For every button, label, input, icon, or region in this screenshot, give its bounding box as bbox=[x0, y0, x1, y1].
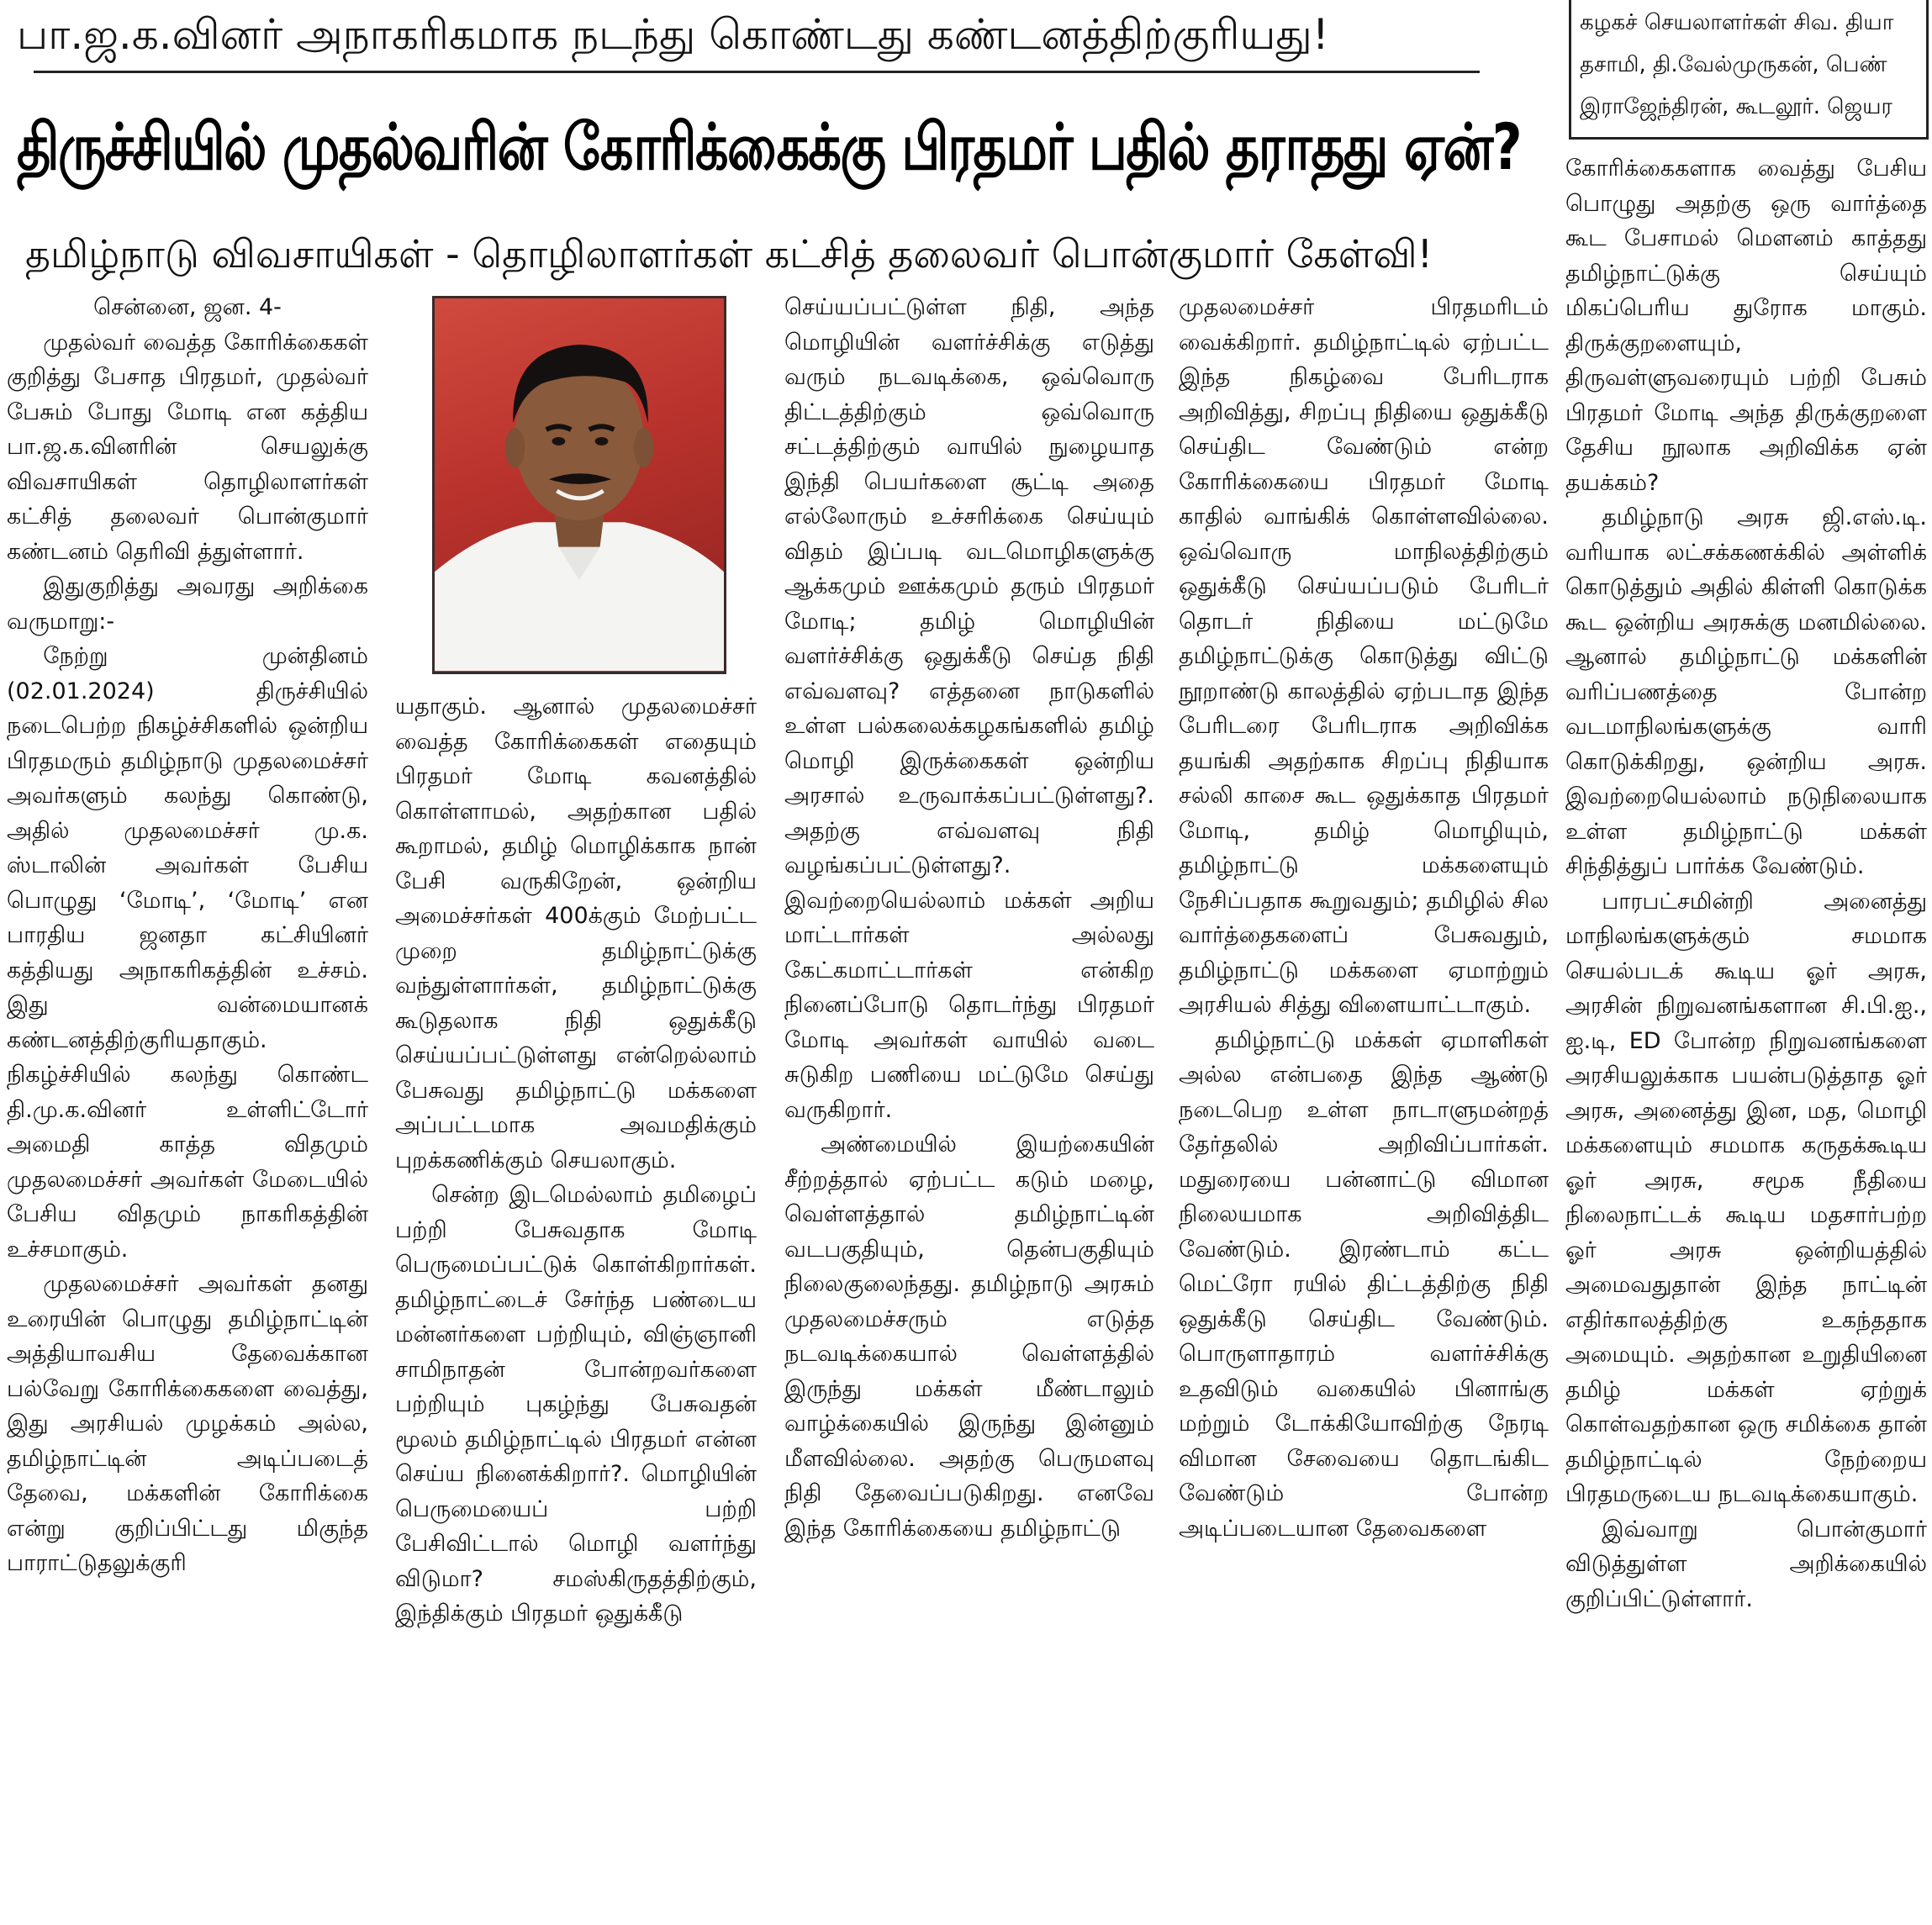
article-paragraph: தமிழ்நாட்டு மக்கள் ஏமாளிகள் அல்ல என்பதை இந்த ஆண்டு நடைபெற உள்ள நாடாளுமன்றத் தேர்தலில் அறிவிப்பார்கள். மதுரையை பன்னாட்டு விமான நிலையமாக அறிவித்திட வேண்டும். இரண்டாம் கட்ட மெட்ரோ ரயில் திட்டத்திற்கு நிதி ஒதுக்கீடு செய்திட வேண்டும். பொருளாதாரம் வளர்ச்சிக்கு உதவிடும் வகையில் பினாங்கு மற்றும் டோக்கியோவிற்கு நேரடி விமான சேவையை தொடங்கிட வேண்டும் போன்ற அடிப்படையான தேவைகளை bbox=[1179, 1026, 1549, 1542]
article-paragraph: பாரபட்சமின்றி அனைத்து மாநிலங்களுக்கும் சமமாக செயல்படக் கூடிய ஓர் அரசு, அரசின் நிறுவனங்களான சி.பி.ஐ., ஐ.டி, ED போன்ற நிறுவனங்களை அரசியலுக்காக பயன்படுத்தாத ஓர் அரசு, அனைத்து இன, மத, மொழி மக்களையும் சமமாக கருதக்கூடிய ஓர் அரசு, சமூக நீதியை நிலைநாட்டக் கூடிய மதசார்பற்ற ஓர் அரசு ஒன்றியத்தில் அமைவதுதான் இந்த நாட்டின் எதிர்காலத்திற்கு உகந்ததாக அமையும். அதற்கான உறுதியினை தமிழ் மக்கள் ஏற்றுக் கொள்வதற்கான ஒரு சமிக்கை தான் தமிழ்நாட்டில் நேற்றைய பிரதமருடைய நடவடிக்கையாகும். bbox=[1565, 888, 1927, 1507]
article-paragraph: இதுகுறித்து அவரது அறிக்கை வருமாறு:- bbox=[7, 573, 368, 635]
article-paragraph: கோரிக்கைகளாக வைத்து பேசிய பொழுது அதற்கு ஒரு வார்த்தை கூட பேசாமல் மௌனம் காத்தது தமிழ்நாட்டுக்கு செய்யும் மிகப்பெரிய துரோக மாகும். திருக்குறளையும், திருவள்ளுவரையும் பற்றி பேசும் பிரதமர் மோடி அந்த திருக்குறளை தேசிய நூலாக அறிவிக்க ஏன் தயக்கம்? bbox=[1565, 156, 1927, 496]
article-column-4 bbox=[1179, 290, 1549, 1921]
portrait-photo bbox=[432, 296, 726, 674]
article-paragraph: முதலமைச்சர் அவர்கள் தனது உரையின் பொழுது தமிழ்நாட்டின் அத்தியாவசிய தேவைக்கான பல்வேறு கோரிக்கைகளை வைத்து, இது அரசியல் முழக்கம் அல்ல, தமிழ்நாட்டின் அடிப்படைத் தேவை, மக்களின் கோரிக்கை என்று குறிப்பிட்டது மிகுந்த பாராட்டுதலுக்குரி bbox=[7, 1271, 368, 1576]
adjacent-article-line: கழகச் செயலாளர்கள் சிவ. தியா bbox=[1580, 10, 1894, 35]
portrait-illustration bbox=[435, 298, 724, 672]
sub-headline: தமிழ்நாடு விவசாயிகள் - தொழிலாளர்கள் கட்சித் தலைவர் பொன்குமார் கேள்வி! bbox=[25, 231, 1433, 277]
adjacent-article-line: தசாமி, தி.வேல்முருகன், பெண் bbox=[1580, 52, 1887, 77]
article-paragraph: சென்ற இடமெல்லாம் தமிழைப் பற்றி பேசுவதாக மோடி பெருமைப்பட்டுக் கொள்கிறார்கள். தமிழ்நாட்டைச் சேர்ந்த பண்டைய மன்னர்களை பற்றியும், விஞ்ஞானி சாமிநாதன் போன்றவர்களை பற்றியும் புகழ்ந்து பேசுவதன் மூலம் தமிழ்நாட்டில் பிரதமர் என்ன செய்ய நினைக்கிறார்?. மொழியின் பெருமையைப் பற்றி பேசிவிட்டால் மொழி வளர்ந்து விடுமா? சமஸ்கிருதத்திற்கும், இந்திக்கும் பிரதமர் ஒதுக்கீடு bbox=[395, 1182, 757, 1627]
article-column-2 bbox=[395, 689, 757, 1921]
article-paragraph: முதலமைச்சர் பிரதமரிடம் வைக்கிறார். தமிழ்நாட்டில் ஏற்பட்ட இந்த நிகழ்வை பேரிடராக அறிவித்து, சிறப்பு நிதியை ஒதுக்கீடு செய்திட வேண்டும் என்ற கோரிக்கையை பிரதமர் மோடி காதில் வாங்கிக் கொள்ளவில்லை. ஒவ்வொரு மாநிலத்திற்கும் ஒதுக்கீடு செய்யப்படும் பேரிடர் தொடர் நிதியை மட்டுமே தமிழ்நாட்டுக்கு கொடுத்து விட்டு நூறாண்டு காலத்தில் ஏற்படாத இந்த பேரிடரை பேரிடராக அறிவிக்க தயங்கி அதற்காக சிறப்பு நிதியாக சல்லி காசை கூட ஒதுக்காத பிரதமர் மோடி, தமிழ் மொழியும், தமிழ்நாட்டு மக்களையும் நேசிப்பதாக கூறுவதும்; தமிழில் சில வார்த்தைகளைப் பேசுவதும், தமிழ்நாட்டு மக்களை ஏமாற்றும் அரசியல் சித்து விளையாட்டாகும். bbox=[1179, 294, 1549, 1018]
article-column-1 bbox=[7, 290, 368, 1921]
article-paragraph: இவ்வாறு பொன்குமார் விடுத்துள்ள அறிக்கையில் குறிப்பிட்டுள்ளார். bbox=[1565, 1516, 1927, 1612]
article-paragraph: முதல்வர் வைத்த கோரிக்கைகள் குறித்து பேசாத பிரதமர், முதல்வர் பேசும் போது மோடி என கத்திய பா.ஜ.க.வினரின் செயலுக்கு விவசாயிகள் தொழிலாளர்கள் கட்சித் தலைவர் பொன்குமார் கண்டனம் தெரிவி த்துள்ளார். bbox=[7, 329, 368, 565]
kicker-headline: பா.ஜ.க.வினர் அநாகரிகமாக நடந்து கொண்டது கண்டனத்திற்குரியது! bbox=[17, 10, 1329, 59]
adjacent-article-line: இராஜேந்திரன், கூடலூர். ஜெயர bbox=[1580, 94, 1892, 119]
article-paragraph: அண்மையில் இயற்கையின் சீற்றத்தால் ஏற்பட்ட கடும் மழை, வெள்ளத்தால் தமிழ்நாட்டின் வடபகுதியும், தென்பகுதியும் நிலைகுலைந்தது. தமிழ்நாடு அரசும் முதலமைச்சரும் எடுத்த நடவடிக்கையால் வெள்ளத்தில் இருந்து மக்கள் மீண்டாலும் வாழ்க்கையில் இருந்து இன்னும் மீளவில்லை. அதற்கு பெருமளவு நிதி தேவைப்படுகிறது. எனவே இந்த கோரிக்கையை தமிழ்நாட்டு bbox=[784, 1131, 1154, 1542]
kicker-underline bbox=[34, 71, 1480, 73]
adjacent-article-box bbox=[1569, 0, 1929, 140]
article-column-5 bbox=[1565, 151, 1927, 1921]
main-headline: திருச்சியில் முதல்வரின் கோரிக்கைக்கு பிரதமர் பதில் தராதது ஏன்? bbox=[17, 109, 1521, 184]
article-paragraph: செய்யப்பட்டுள்ள நிதி, அந்த மொழியின் வளர்ச்சிக்கு எடுத்து வரும் நடவடிக்கை, ஒவ்வொரு திட்டத்திற்கும் ஒவ்வொரு சட்டத்திற்கும் வாயில் நுழையாத இந்தி பெயர்களை சூட்டி அதை எல்லோரும் உச்சரிக்கை செய்யும் விதம் இப்படி வடமொழிகளுக்கு ஆக்கமும் ஊக்கமும் தரும் பிரதமர் மோடி; தமிழ் மொழியின் வளர்ச்சிக்கு ஒதுக்கீடு செய்த நிதி எவ்வளவு? எத்தனை நாடுகளில் உள்ள பல்கலைக்கழகங்களில் தமிழ் மொழி இருக்கைகள் ஒன்றிய அரசால் உருவாக்கப்பட்டுள்ளது?. அதற்கு எவ்வளவு நிதி வழங்கப்பட்டுள்ளது?. இவற்றையெல்லாம் மக்கள் அறிய மாட்டார்கள் அல்லது கேட்கமாட்டார்கள் என்கிற நினைப்போடு தொடர்ந்து பிரதமர் மோடி அவர்கள் வாயில் வடை சுடுகிற பணியை மட்டுமே செய்து வருகிறார். bbox=[784, 294, 1154, 1123]
article-paragraph: நேற்று முன்தினம் (02.01.2024) திருச்சியில் நடைபெற்ற நிகழ்ச்சிகளில் ஒன்றிய பிரதமரும் தமிழ்நாடு முதலமைச்சர் அவர்களும் கலந்து கொண்டு, அதில் முதலமைச்சர் மு.க. ஸ்டாலின் அவர்கள் பேசிய பொழுது ‘மோடி’, ‘மோடி’ என பாரதிய ஜனதா கட்சியினர் கத்தியது அநாகரிகத்தின் உச்சம். இது வன்மையானக் கண்டனத்திற்குரியதாகும். நிகழ்ச்சியில் கலந்து கொண்ட தி.மு.க.வினர் உள்ளிட்டோர் அமைதி காத்த விதமும் முதலமைச்சர் அவர்கள் மேடையில் பேசிய விதமும் நாகரிகத்தின் உச்சமாகும். bbox=[7, 643, 368, 1263]
dateline: சென்னை, ஜன. 4- bbox=[93, 294, 282, 320]
article-paragraph: தமிழ்நாடு அரசு ஜி.எஸ்.டி. வரியாக லட்சக்கணக்கில் அள்ளிக் கொடுத்தும் அதில் கிள்ளி கொடுக்க கூட ஒன்றிய அரசுக்கு மனமில்லை. ஆனால் தமிழ்நாட்டு மக்களின் வரிப்பணத்தை போன்ற வடமாநிலங்களுக்கு வாரி கொடுக்கிறது, ஒன்றிய அரசு. இவற்றையெல்லாம் நடுநிலையாக உள்ள தமிழ்நாட்டு மக்கள் சிந்தித்துப் பார்க்க வேண்டும். bbox=[1565, 504, 1927, 879]
article-paragraph: யதாகும். ஆனால் முதலமைச்சர் வைத்த கோரிக்கைகள் எதையும் பிரதமர் மோடி கவனத்தில் கொள்ளாமல், அதற்கான பதில் கூறாமல், தமிழ் மொழிக்காக நான் பேசி வருகிறேன், ஒன்றிய அமைச்சர்கள் 400க்கும் மேற்பட்ட முறை தமிழ்நாட்டுக்கு வந்துள்ளார்கள், தமிழ்நாட்டுக்கு கூடுதலாக நிதி ஒதுக்கீடு செய்யப்பட்டுள்ளது என்றெல்லாம் பேசுவது தமிழ்நாட்டு மக்களை அப்பட்டமாக அவமதிக்கும் புறக்கணிக்கும் செயலாகும். bbox=[395, 694, 757, 1173]
article-column-3 bbox=[784, 290, 1154, 1921]
